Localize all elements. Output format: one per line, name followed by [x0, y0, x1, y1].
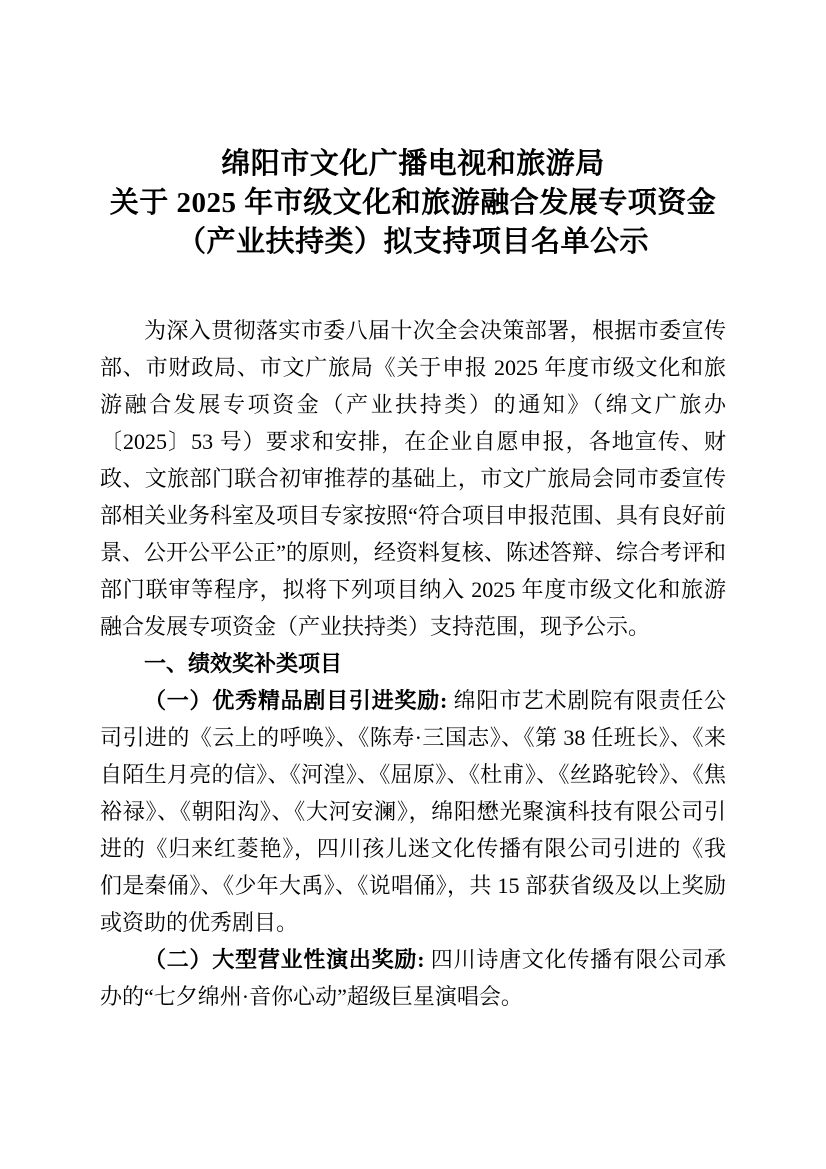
item-1-text: 绵阳市艺术剧院有限责任公司引进的《云上的呼唤》、《陈寿·三国志》、《第 38 任班长》、《来自陌生月亮的信》、《河湟》、《屈原》、《杜甫》、《丝路驼铃》、《焦裕禄》、《朝阳沟》、《大河安澜》，绵阳懋光聚演科技有限公司引进的《归来红菱艳》，四川孩儿迷文化传播有限公司引进的《我们是秦俑》、《少年大禹》、《说唱俑》，共 15 部获省级及以上奖励或资助的优秀剧目。 [100, 688, 726, 935]
section-heading-performance-rewards: 一、绩效奖补类项目 [144, 651, 343, 676]
intro-paragraph: 为深入贯彻落实市委八届十次全会决策部署，根据市委宣传部、市财政局、市文广旅局《关于申报 2025 年度市级文化和旅游融合发展专项资金（产业扶持类）的通知》（绵文广旅办〔2025〕53 号）要求和安排，在企业自愿申报，各地宣传、财政、文旅部门联合初审推荐的基础上，市文广旅局会同市委宣传部相关业务科室及项目专家按照“符合项目申报范围、具有良好前景、公开公平公正”的原则，经资料复核、陈述答辩、综合考评和部门联审等程序，拟将下列项目纳入 2025 年度市级文化和旅游融合发展专项资金（产业扶持类）支持范围，现予公示。 [100, 318, 726, 639]
item-2-lead: （二）大型营业性演出奖励: [144, 947, 431, 972]
document-title [100, 145, 726, 262]
document-body [100, 312, 726, 1015]
item-paragraph-premium-plays [100, 682, 726, 941]
title-line-2: 关于 2025 年市级文化和旅游融合发展专项资金 [109, 187, 717, 219]
item-paragraph-commercial-performance [100, 941, 726, 1015]
title-line-3: （产业扶持类）拟支持项目名单公示 [176, 226, 649, 258]
item-1-lead: （一）优秀精品剧目引进奖励: [144, 688, 454, 713]
title-line-1: 绵阳市文化广播电视和旅游局 [221, 148, 605, 180]
item-2-text: 四川诗唐文化传播有限公司承办的“七夕绵州·音你心动”超级巨星演唱会。 [100, 947, 726, 1009]
